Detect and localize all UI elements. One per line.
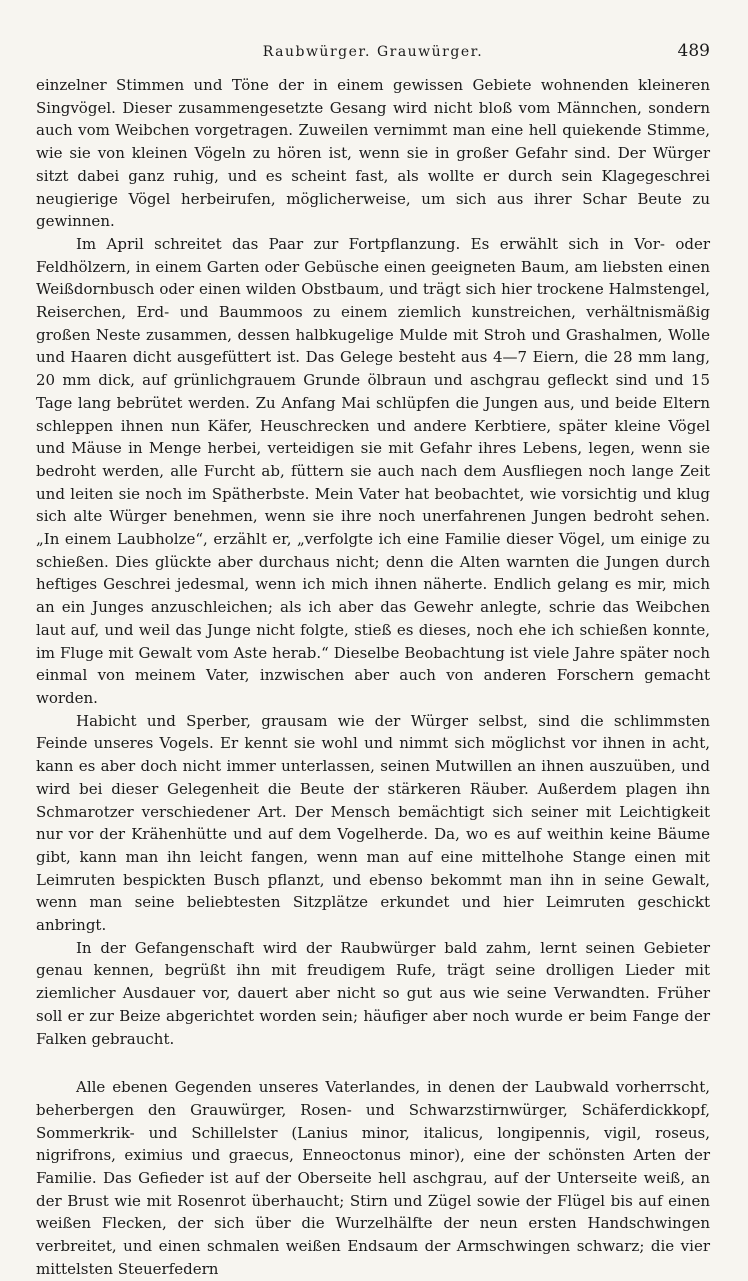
section-gap bbox=[36, 1050, 710, 1076]
paragraph-song-continued: einzelner Stimmen und Töne der in einem gewissen Gebiete wohnenden kleineren Singvögel. Dieser zusammengesetzte Gesang wird nicht bloß vom Männchen, sondern auch vom Weibchen vorgetragen. Zuweilen vernimmt man eine hell quiekende Stimme, wie sie von kleinen Vögeln zu hören ist, wenn sie in großer Gefahr sind. Der Würger sitzt dabei ganz ruhig, und es scheint fast, als wollte er durch sein Klagegeschrei neugierige Vögel herbeirufen, möglicherweise, um sich aus ihrer Schar Beute zu gewinnen. bbox=[36, 76, 710, 231]
paragraph-breeding: Im April schreitet das Paar zur Fortpflanzung. Es erwählt sich in Vor- oder Feldhölzern, in einem Garten oder Gebüsche einen geeigneten Baum, am liebsten einen Weißdornbusch oder einen wilden Obstbaum, und trägt sich hier trockene Halmstengel, Reiserchen, Erd- und Baummoos zu einem ziemlich kunstreichen, verhältnismäßig großen Neste zusammen, dessen halbkugelige Mulde mit Stroh und Grashalmen, Wolle und Haaren dicht ausgefüttert ist. Das Gelege besteht aus 4—7 Eiern, die 28 mm lang, 20 mm dick, auf grünlichgrauem Grunde ölbraun und aschgrau gefleckt sind und 15 Tage lang bebrütet werden. Zu Anfang Mai schlüpfen die Jungen aus, und beide Eltern schleppen ihnen nun Käfer, Heuschrecken und andere Kerbtiere, später kleine Vögel und Mäuse in Menge herbei, verteidigen sie mit Gefahr ihres Lebens, legen, wenn sie bedroht werden, alle Furcht ab, füttern sie auch nach dem Ausfliegen noch lange Zeit und leiten sie noch im Spätherbste. Mein Vater hat beobachtet, wie vorsichtig und klug sich alte Würger benehmen, wenn sie ihre noch unerfahrenen Jungen bedroht sehen. „In einem Laubholze“, erzählt er, „verfolgte ich eine Familie dieser Vögel, um einige zu schießen. Dies glückte aber durchaus nicht; denn die Alten warnten die Jungen durch heftiges Geschrei jedesmal, wenn ich mich ihnen näherte. Endlich gelang es mir, mich an ein Junges anzuschleichen; als ich aber das Gewehr anlegte, schrie das Weibchen laut auf, und weil das Junge nicht folgte, stieß es dieses, noch ehe ich schießen konnte, im Fluge mit Gewalt vom Aste herab.“ Dieselbe Beobachtung ist viele Jahre später noch einmal von meinem Vater, inzwischen aber auch von anderen Forschern gemacht worden. bbox=[36, 234, 710, 707]
page-header bbox=[36, 41, 710, 74]
paragraph-enemies: Habicht und Sperber, grausam wie der Würger selbst, sind die schlimmsten Feinde unseres Vogels. Er kennt sie wohl und nimmt sich möglichst vor ihnen in acht, kann es aber doch nicht immer unterlassen, seinen Mutwillen an ihnen auszuüben, und wird bei dieser Gelegenheit die Beute der stärkeren Räuber. Außerdem plagen ihn Schmarotzer verschiedener Art. Der Mensch bemächtigt sich seiner mit Leichtigkeit nur vor der Krähenhütte und auf dem Vogelherde. Da, wo es auf weithin keine Bäume gibt, kann man ihn leicht fangen, wenn man auf eine mittelhohe Stange einen mit Leimruten bespickten Busch pflanzt, und ebenso bekommt man ihn in seine Gewalt, wenn man seine beliebtesten Sitzplätze erkundet und hier Leimruten geschickt anbringt. bbox=[36, 711, 710, 935]
paragraph-captivity: In der Gefangenschaft wird der Raubwürger bald zahm, lernt seinen Gebieter genau kennen, begrüßt ihn mit freudigem Rufe, trägt seine drolligen Lieder mit ziemlicher Ausdauer vor, dauert aber nicht so gut aus wie seine Verwandten. Früher soll er zur Beize abgerichtet worden sein; häufiger aber noch wurde er beim Fange der Falken gebraucht. bbox=[36, 938, 710, 1048]
running-title: Raubwürger. Grauwürger. bbox=[262, 44, 484, 60]
paragraph-grauwuerger: Alle ebenen Gegenden unseres Vaterlandes, in denen der Laubwald vorherrscht, beherbergen den Grauwürger, Rosen- und Schwarzstirnwürger, Schäferdickkopf, Sommerkrik- und Schillelster (Lanius minor, italicus, longipennis, vigil, roseus, nigrifrons, eximius und graecus, Enneoctonus minor), eine der schönsten Arten der Familie. Das Gefieder ist auf der Oberseite hell aschgrau, auf der Unterseite weiß, an der Brust wie mit Rosenrot überhaucht; Stirn und Zügel sowie der Flügel bis auf einen weißen Flecken, der sich über die Wurzelhälfte der neun ersten Handschwingen verbreitet, und einen schmalen weißen Endsaum der Armschwingen schwarz; die vier mittelsten Steuerfedern bbox=[36, 1078, 710, 1278]
page-number: 489 bbox=[677, 41, 710, 61]
